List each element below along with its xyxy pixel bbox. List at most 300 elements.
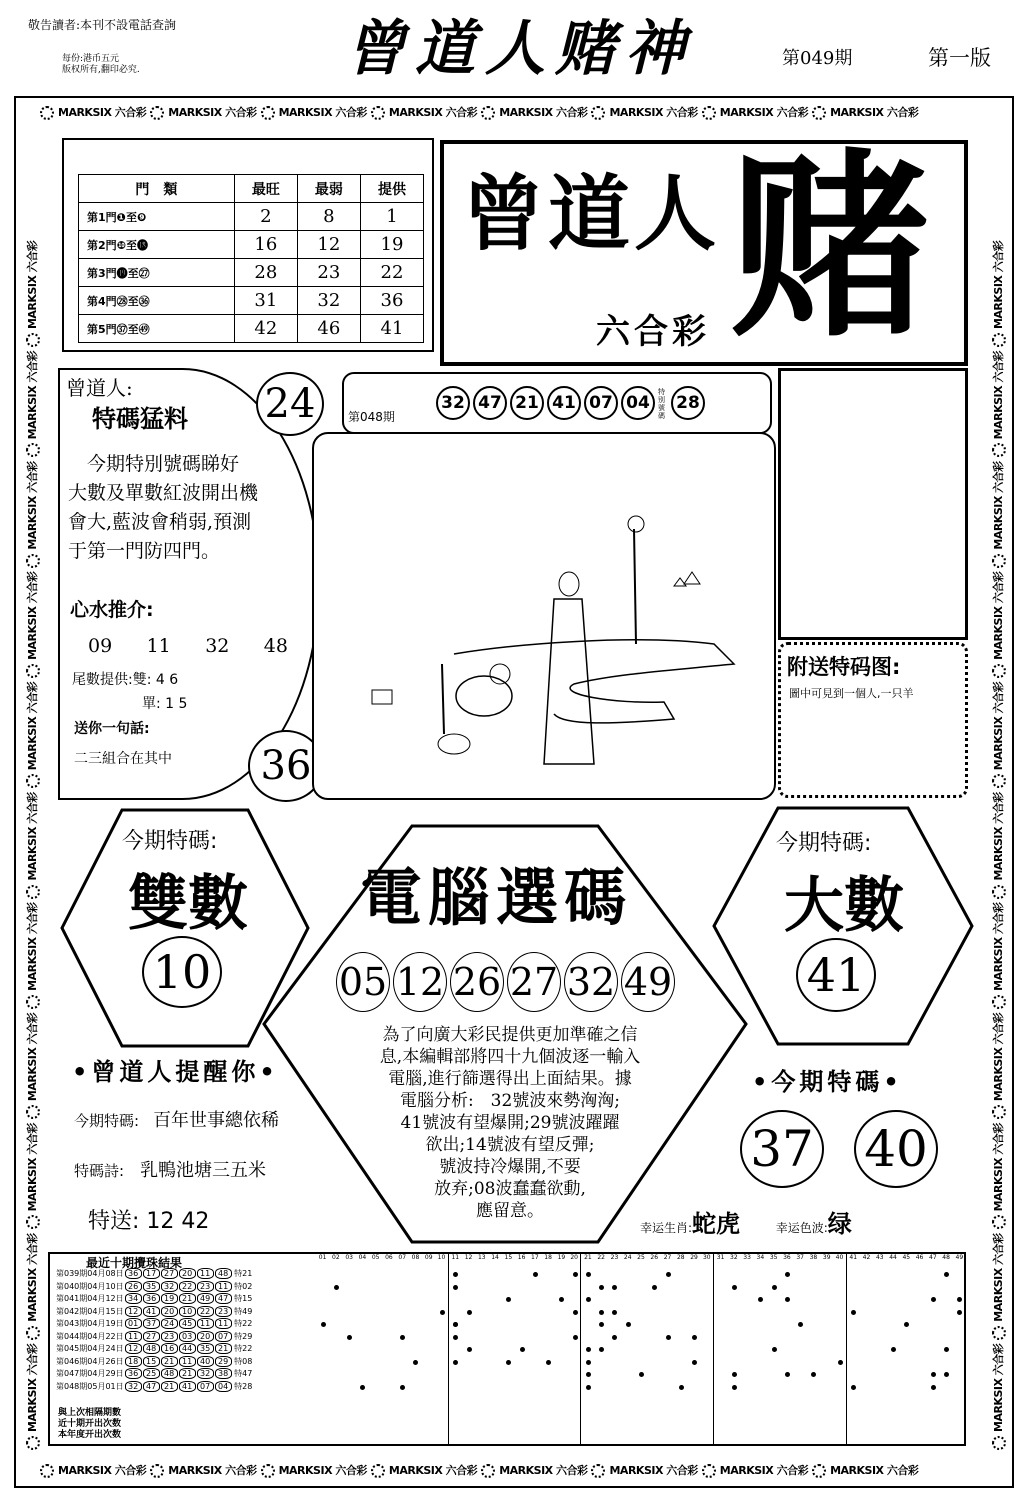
draw-mark — [931, 1297, 936, 1302]
result-number: 12 — [125, 1343, 142, 1354]
strip-brand: MARKSIX — [278, 106, 333, 119]
strip-brand-cn: 六合彩 — [883, 1464, 919, 1477]
result-row — [50, 1281, 315, 1294]
attach-box — [778, 642, 968, 798]
flower-icon — [992, 554, 1006, 568]
result-special: 特21 — [231, 1269, 253, 1278]
computer-para-line: 41號波有望爆開;29號波躍躍 — [400, 1113, 620, 1133]
door-give: 19 — [360, 231, 423, 259]
strip-brand-cn: 六合彩 — [992, 792, 1005, 828]
strip-brand: MARKSIX — [58, 1464, 112, 1477]
result-number: 10 — [179, 1306, 196, 1317]
grid-col-header: 10 — [435, 1254, 448, 1444]
computer-numbers — [336, 952, 678, 1012]
grid-col-header: 46 — [915, 1254, 924, 1261]
door-give: 41 — [360, 315, 423, 343]
result-number: 21 — [161, 1356, 178, 1367]
result-number: 11 — [179, 1356, 196, 1367]
door-row — [79, 203, 424, 231]
result-row — [50, 1381, 315, 1394]
sheep-body — [456, 676, 512, 716]
grid-col-header: 32 — [730, 1254, 738, 1261]
computer-paragraph — [332, 1024, 688, 1222]
flower-icon — [992, 1215, 1006, 1229]
result-number: 01 — [125, 1318, 142, 1329]
grid-col-header: 11 — [451, 1254, 460, 1261]
result-row — [50, 1331, 315, 1344]
result-number: 40 — [197, 1356, 214, 1367]
strip-brand-cn: 六合彩 — [662, 106, 698, 119]
result-issue: 第040期04月10日 — [56, 1281, 124, 1291]
strip-brand-cn: 六合彩 — [26, 1343, 39, 1379]
door-header-category: 門 類 — [79, 175, 235, 203]
reminder-line1: 今期特碼: 百年世事總依稀 — [74, 1110, 280, 1131]
grid-col-header: 04 — [358, 1254, 367, 1261]
strip-brand: MARKSIX — [26, 496, 39, 550]
result-number: 48 — [215, 1268, 232, 1279]
strip-brand: MARKSIX — [719, 106, 774, 119]
draw-mark — [573, 1335, 578, 1340]
draw-ball: 21 — [510, 386, 544, 420]
flower-icon — [992, 333, 1006, 347]
draw-mark — [732, 1285, 737, 1290]
door-give: 36 — [360, 287, 423, 315]
result-number: 35 — [143, 1281, 160, 1292]
flower-icon — [481, 106, 495, 120]
door-header-give: 提供 — [360, 175, 423, 203]
result-number: 20 — [197, 1331, 214, 1342]
result-number: 41 — [179, 1381, 196, 1392]
heart-numbers — [88, 632, 288, 661]
page-label: 第一版 — [928, 46, 991, 70]
draw-mark — [520, 1347, 525, 1352]
flower-icon — [591, 106, 605, 120]
results-grid — [316, 1254, 966, 1444]
computer-para-line: 欲出;14號波有望反彈; — [425, 1135, 595, 1155]
strip-brand-cn: 六合彩 — [992, 571, 1005, 607]
staff — [442, 664, 444, 734]
result-number: 15 — [143, 1356, 160, 1367]
results-footer — [58, 1408, 121, 1441]
hex-right — [712, 806, 974, 1046]
strip-brand: MARKSIX — [26, 716, 39, 771]
strip-brand: MARKSIX — [26, 1157, 39, 1212]
result-number: 17 — [143, 1268, 160, 1279]
flower-icon — [26, 995, 40, 1009]
grid-col-header: 45 — [902, 1254, 911, 1261]
result-issue: 第048期05月01日 — [56, 1381, 124, 1391]
strip-brand: MARKSIX — [26, 1378, 39, 1432]
computer-para-line: 息,本編輯部將四十九個波逐一輸入 — [379, 1047, 641, 1067]
result-row — [50, 1356, 315, 1369]
logo-main-text: 曾道人 — [462, 167, 721, 262]
draw-mark — [666, 1335, 671, 1340]
computer-para-line: 號波持冷爆開,不要 — [439, 1157, 581, 1177]
door-row — [79, 259, 424, 287]
results-title: 最近十期攪珠結果 — [86, 1256, 183, 1270]
sheep-head — [490, 664, 510, 684]
left-para-line: 大數及單數紅波開出機 — [68, 482, 259, 504]
hex-left-label: 今期特碼: — [122, 829, 218, 854]
grid-col-header: 19 — [557, 1254, 566, 1261]
grid-col-header: 13 — [477, 1254, 486, 1261]
draw-mark — [732, 1385, 737, 1390]
draw-mark — [957, 1310, 962, 1315]
left-title1: 曾道人: — [66, 376, 133, 400]
heart-number: 48 — [263, 635, 288, 657]
hex-left-number: 10 — [142, 936, 222, 1008]
door-max: 28 — [234, 259, 297, 287]
grid-col-header: 42 — [862, 1254, 871, 1261]
grid-col-header: 17 — [531, 1254, 539, 1261]
strip-brand-cn: 六合彩 — [26, 902, 39, 938]
result-number: 27 — [143, 1331, 160, 1342]
grid-col-header: 18 — [544, 1254, 552, 1261]
strip-brand: MARKSIX — [719, 1464, 774, 1477]
result-row — [50, 1343, 315, 1356]
result-issue: 第046期04月26日 — [56, 1356, 124, 1366]
strip-brand: MARKSIX — [26, 385, 39, 440]
special-label: 特别號碼 — [658, 387, 665, 420]
draw-mark — [440, 1310, 445, 1315]
flower-icon — [992, 664, 1006, 678]
strip-brand-cn: 六合彩 — [552, 106, 588, 119]
special-right-title: •今期特碼• — [752, 1068, 903, 1096]
flower-icon — [26, 1436, 40, 1450]
strip-brand: MARKSIX — [609, 1464, 663, 1477]
draw-mark — [851, 1385, 856, 1390]
grid-col-header: 03 — [345, 1254, 353, 1261]
draw-mark — [546, 1360, 551, 1365]
grid-col-header: 07 — [398, 1254, 407, 1261]
door-label: 第1門❶至❾ — [79, 203, 235, 231]
draw-mark — [626, 1322, 631, 1327]
strip-brand: MARKSIX — [992, 1378, 1005, 1432]
grid-col-header: 26 — [650, 1254, 659, 1261]
draw-ball: 07 — [584, 386, 618, 420]
grid-col-header: 36 — [783, 1254, 791, 1261]
price-note: 每份:港币五元 版权所有,翻印必究. — [62, 54, 140, 75]
grid-col-header: 47 — [929, 1254, 937, 1261]
left-para-line: 于第一門防四門。 — [68, 540, 221, 562]
result-special: 特22 — [231, 1319, 253, 1328]
draw-mark — [453, 1335, 458, 1340]
heart-number: 11 — [146, 635, 171, 657]
draw-mark — [573, 1310, 578, 1315]
result-number: 32 — [197, 1368, 214, 1379]
reminder-line2: 特碼詩: 乳鴨池塘三五米 — [74, 1160, 267, 1181]
result-number: 23 — [161, 1331, 178, 1342]
strip-brand-cn: 六合彩 — [26, 792, 39, 828]
grid-col-header: 12 — [464, 1254, 473, 1261]
result-number: 23 — [197, 1281, 214, 1292]
strip-brand-cn: 六合彩 — [992, 1012, 1005, 1048]
result-number: 32 — [125, 1381, 142, 1392]
flower-icon — [481, 1464, 495, 1478]
strip-brand-cn: 六合彩 — [26, 1123, 39, 1158]
strip-brand-cn: 六合彩 — [992, 1233, 1005, 1269]
strip-brand: MARKSIX — [609, 106, 663, 119]
river-path — [454, 640, 734, 723]
heart-title: 心水推介: — [70, 599, 154, 621]
result-number: 18 — [125, 1356, 142, 1367]
strip-brand: MARKSIX — [26, 275, 39, 330]
grid-col-header: 49 — [955, 1254, 964, 1261]
draw-mark — [586, 1272, 591, 1277]
flower-icon — [26, 443, 40, 457]
result-number: 37 — [143, 1318, 160, 1329]
door-min: 23 — [297, 259, 360, 287]
computer-number: 12 — [393, 952, 447, 1012]
results-footer-label: 近十期开出次数 — [58, 1419, 122, 1429]
last-draw-row — [342, 372, 772, 434]
result-number: 21 — [179, 1293, 196, 1304]
result-number: 20 — [161, 1306, 178, 1317]
result-number: 11 — [215, 1318, 232, 1329]
draw-mark — [785, 1272, 790, 1277]
strip-brand-cn: 六合彩 — [662, 1464, 698, 1477]
result-row — [50, 1306, 315, 1319]
result-number: 48 — [143, 1343, 160, 1354]
hex-left-big: 雙數 — [128, 869, 248, 939]
draw-mark — [692, 1360, 697, 1365]
draw-mark — [573, 1272, 578, 1277]
result-number: 36 — [143, 1293, 160, 1304]
flower-icon — [150, 106, 164, 120]
grid-col-header: 44 — [889, 1254, 897, 1261]
strip-brand-cn: 六合彩 — [26, 681, 39, 717]
door-max: 16 — [234, 231, 297, 259]
door-table-box — [62, 138, 434, 352]
result-number: 36 — [125, 1268, 142, 1279]
strip-brand: MARKSIX — [992, 496, 1005, 550]
draw-ball: 04 — [621, 386, 655, 420]
strip-brand: MARKSIX — [992, 937, 1005, 991]
result-row — [50, 1268, 315, 1281]
strip-brand-cn: 六合彩 — [773, 1464, 809, 1477]
strip-brand-cn: 六合彩 — [992, 902, 1005, 938]
flower-icon — [26, 664, 40, 678]
strip-brand-cn: 六合彩 — [26, 1233, 39, 1269]
door-label: 第3門⓳至㉗ — [79, 259, 235, 287]
left-para-line: 會大,藍波會稍弱,預測 — [68, 511, 252, 533]
special-send: 特送: 12 42 — [88, 1209, 210, 1234]
flower-icon — [591, 1464, 605, 1478]
result-number: 47 — [143, 1381, 160, 1392]
computer-number: 26 — [450, 952, 504, 1012]
computer-number: 05 — [336, 952, 390, 1012]
result-issue: 第045期04月24日 — [56, 1344, 124, 1353]
computer-para-line: 應留意。 — [476, 1201, 544, 1221]
right-brand-strip — [988, 124, 1008, 1454]
result-issue: 第041期04月12日 — [56, 1294, 124, 1303]
result-number: 24 — [161, 1318, 178, 1329]
result-issue: 第044期04月22日 — [56, 1331, 124, 1341]
draw-mark — [891, 1347, 896, 1352]
result-special: 特15 — [231, 1294, 253, 1303]
strip-brand: MARKSIX — [26, 827, 39, 881]
flower-icon — [812, 106, 826, 120]
door-header-max: 最旺 — [234, 175, 297, 203]
grid-col-header: 37 — [796, 1254, 804, 1261]
computer-title: 電腦選碼 — [360, 861, 633, 934]
last-draw-balls — [436, 386, 708, 420]
distant-trees — [674, 572, 700, 586]
results-footer-label: 本年度开出次数 — [58, 1430, 122, 1440]
grid-col-header: 14 — [491, 1254, 499, 1261]
grid-col-header: 16 — [517, 1254, 526, 1261]
flower-icon — [992, 1436, 1006, 1450]
result-number: 03 — [179, 1331, 196, 1342]
draw-ball: 47 — [473, 386, 507, 420]
logo-subtitle: 六合彩 — [596, 312, 710, 352]
computer-number: 32 — [564, 952, 618, 1012]
strip-brand: MARKSIX — [168, 1464, 222, 1477]
grid-col-header: 21 — [584, 1254, 592, 1261]
draw-mark — [586, 1297, 591, 1302]
strip-brand-cn: 六合彩 — [442, 106, 478, 119]
computer-para-line: 放弃;08波蠢蠢欲動, — [434, 1179, 586, 1199]
strip-brand: MARKSIX — [499, 106, 553, 119]
result-number: 49 — [197, 1293, 214, 1304]
result-special: 特02 — [231, 1281, 253, 1291]
phrase-label: 送你一句話: — [74, 721, 150, 737]
door-label: 第5門㊲至㊾ — [79, 315, 235, 343]
draw-mark — [931, 1372, 936, 1377]
grid-col-header: 48 — [942, 1254, 950, 1261]
hex-right-number: 41 — [796, 938, 876, 1012]
heart-number: 09 — [88, 635, 113, 657]
result-issue: 第039期04月08日 — [56, 1269, 124, 1278]
strip-brand-cn: 六合彩 — [26, 240, 39, 276]
result-number: 22 — [179, 1281, 196, 1292]
result-special: 特29 — [231, 1331, 253, 1341]
grid-col-header: 31 — [716, 1254, 725, 1261]
draw-mark — [785, 1297, 790, 1302]
tail-block: 尾數提供:雙: 4 6 單: 1 5 — [72, 672, 188, 712]
strip-brand-cn: 六合彩 — [221, 106, 257, 119]
draw-ball: 41 — [547, 386, 581, 420]
grid-col-header: 23 — [610, 1254, 619, 1261]
draw-mark — [931, 1385, 936, 1390]
grid-col-header: 39 — [822, 1254, 831, 1261]
strip-brand-cn: 六合彩 — [221, 1464, 257, 1477]
result-issue: 第043期04月19日 — [56, 1319, 124, 1328]
flower-icon — [150, 1464, 164, 1478]
result-number: 21 — [215, 1343, 232, 1354]
grid-col-header: 15 — [504, 1254, 513, 1261]
flower-icon — [371, 1464, 385, 1478]
strip-brand-cn: 六合彩 — [26, 571, 39, 607]
flower-icon — [26, 333, 40, 347]
right-blank-box — [778, 368, 968, 640]
result-number: 47 — [215, 1293, 232, 1304]
draw-mark — [334, 1285, 339, 1290]
hex-right-label: 今期特碼: — [776, 831, 872, 856]
door-max: 31 — [234, 287, 297, 315]
flower-icon — [812, 1464, 826, 1478]
grid-col-header: 28 — [676, 1254, 685, 1261]
door-header-min: 最弱 — [297, 175, 360, 203]
flower-icon — [26, 885, 40, 899]
result-number: 19 — [161, 1293, 178, 1304]
grid-col-header: 35 — [769, 1254, 778, 1261]
issue-number: 第049期 — [782, 48, 853, 69]
strip-brand: MARKSIX — [830, 1464, 884, 1477]
strip-brand: MARKSIX — [992, 1047, 1005, 1102]
result-issue: 第042期04月15日 — [56, 1306, 124, 1316]
strip-brand-cn: 六合彩 — [992, 240, 1005, 276]
grid-col-header: 01 — [318, 1254, 327, 1261]
result-number: 21 — [161, 1381, 178, 1392]
result-number: 07 — [215, 1331, 232, 1342]
strip-brand: MARKSIX — [992, 1268, 1005, 1322]
flower-icon — [371, 106, 385, 120]
door-max: 42 — [234, 315, 297, 343]
draw-mark — [467, 1347, 472, 1352]
strip-brand-cn: 六合彩 — [883, 106, 919, 119]
left-paragraph — [68, 450, 258, 566]
flower-icon — [261, 1464, 275, 1478]
strip-brand-cn: 六合彩 — [111, 106, 147, 119]
door-row — [79, 231, 424, 259]
flower-icon — [26, 774, 40, 788]
draw-mark — [506, 1360, 511, 1365]
computer-para-line: 電腦分析: 32號波來勢洶洶; — [399, 1091, 621, 1111]
grid-col-header: 09 — [424, 1254, 433, 1261]
strip-brand: MARKSIX — [58, 106, 112, 119]
strip-brand: MARKSIX — [992, 275, 1005, 330]
door-label: 第2門❿至⓲ — [79, 231, 235, 259]
draw-ball-special: 28 — [671, 386, 705, 420]
strip-brand-cn: 六合彩 — [111, 1464, 147, 1477]
draw-mark — [652, 1285, 657, 1290]
strip-brand-cn: 六合彩 — [773, 106, 809, 119]
hex-right-big: 大數 — [784, 871, 904, 941]
grid-col-header: 43 — [875, 1254, 884, 1261]
strip-brand: MARKSIX — [26, 1047, 39, 1102]
special-code-picture — [312, 432, 776, 800]
door-table — [78, 174, 424, 343]
last-draw-issue: 第048期 — [348, 410, 395, 424]
left-title2: 特碼猛料 — [92, 404, 188, 433]
attach-title: 附送特码图: — [787, 655, 901, 679]
result-number: 35 — [197, 1343, 214, 1354]
computer-para-line: 為了向廣大彩民提供更加準確之信 — [382, 1025, 638, 1045]
grid-col-header: 22 — [597, 1254, 605, 1261]
grid-col-header: 06 — [385, 1254, 393, 1261]
grid-col-header: 34 — [756, 1254, 765, 1261]
door-give: 22 — [360, 259, 423, 287]
result-special: 特47 — [231, 1369, 253, 1378]
strip-brand: MARKSIX — [992, 1157, 1005, 1212]
top-brand-strip — [36, 104, 986, 122]
flower-icon — [702, 1464, 716, 1478]
results-list — [50, 1268, 315, 1393]
draw-mark — [586, 1372, 591, 1377]
draw-mark — [692, 1335, 697, 1340]
result-number: 29 — [215, 1356, 232, 1367]
draw-mark — [599, 1310, 604, 1315]
flower-icon — [26, 1215, 40, 1229]
bottom-brand-strip — [36, 1462, 986, 1480]
reminder-title: •曾道人提醒你• — [72, 1058, 279, 1086]
result-number: 11 — [215, 1281, 232, 1292]
flower-icon — [40, 106, 54, 120]
draw-ball: 32 — [436, 386, 470, 420]
strip-brand: MARKSIX — [388, 1464, 443, 1477]
strip-brand: MARKSIX — [830, 106, 884, 119]
